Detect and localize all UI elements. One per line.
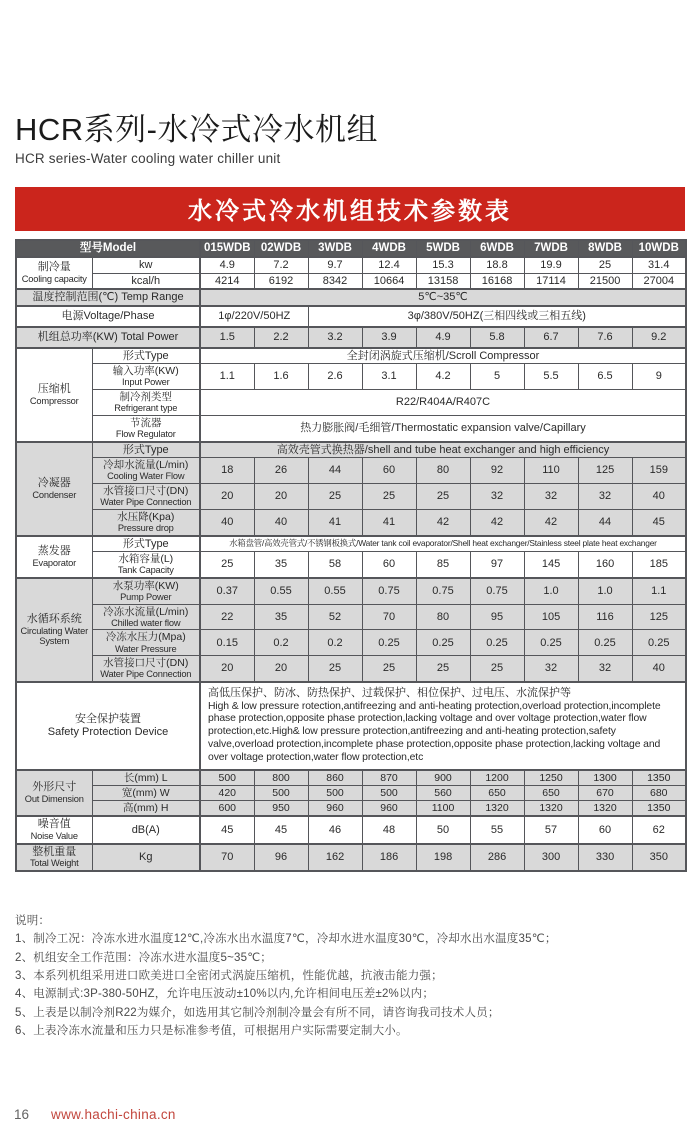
value-weight: 198 (416, 844, 470, 871)
value-evaporator-type: 水箱盘管/高效壳管式/不锈钢板换式/Water tank coil evaporator/Shell heat exchanger/Stainless steel plate heat exchanger (200, 536, 686, 552)
safety-text-cn: 高低压保护、防冰、防热保护、过载保护、相位保护、过电压、水流保护等 (208, 686, 572, 699)
value-length: 500 (200, 770, 254, 786)
header-model-cell: 10WDB (632, 240, 686, 257)
label-water-pressure-en: Water Pressure (115, 643, 177, 654)
group-cooling-capacity (16, 257, 92, 289)
value-water-system-pipe: 32 (578, 656, 632, 682)
value-pump-power: 0.37 (200, 578, 254, 604)
value-pressure-drop: 45 (632, 509, 686, 535)
value-length: 1350 (632, 770, 686, 786)
value-width: 500 (254, 786, 308, 801)
header-model-cell: 8WDB (578, 240, 632, 257)
value-condenser-pipe: 20 (200, 484, 254, 510)
note-line: 4、电源制式:3P-380-50HZ，允许电压波动±10%以内,允许相间电压差±2%以内； (15, 988, 435, 1001)
value-width: 680 (632, 786, 686, 801)
group-water-system-en: Circulating Water System (20, 625, 89, 647)
value-tank-capacity: 185 (632, 552, 686, 578)
value-tank-capacity: 97 (470, 552, 524, 578)
row-noise (16, 816, 686, 843)
value-height: 1100 (416, 801, 470, 817)
value-cooling-water-flow: 26 (254, 458, 308, 484)
header-model-cell: 015WDB (200, 240, 254, 257)
value-water-pressure: 0.2 (254, 630, 308, 656)
notes-section (15, 912, 685, 1041)
page-number: 16 (14, 1107, 30, 1122)
value-condenser-pipe: 40 (632, 484, 686, 510)
value-cooling-kw: 19.9 (524, 257, 578, 273)
value-height: 960 (362, 801, 416, 817)
value-pressure-drop: 42 (524, 509, 578, 535)
value-tank-capacity: 145 (524, 552, 578, 578)
label-pump-power-cn: 水泵功率(KW) (112, 579, 179, 592)
value-input-power: 6.5 (578, 364, 632, 390)
value-water-system-pipe: 20 (200, 656, 254, 682)
value-height: 1320 (470, 801, 524, 817)
label-kcal: kcal/h (92, 273, 200, 289)
label-cooling-water-flow (92, 458, 200, 484)
label-total-power: 机组总功率(KW) Total Power (16, 327, 200, 348)
value-input-power: 5 (470, 364, 524, 390)
value-pressure-drop: 41 (362, 509, 416, 535)
row-tank-capacity (16, 552, 686, 578)
label-input-power-cn: 输入功率(KW) (112, 365, 179, 378)
group-noise (16, 816, 92, 843)
note-line: 1、制冷工况：冷冻水进水温度12℃,冷冻水出水温度7℃，冷却水进水温度30℃，冷却水出水温度35℃； (15, 933, 557, 946)
value-height: 600 (200, 801, 254, 817)
group-evaporator-cn: 蒸发器 (37, 545, 71, 558)
row-compressor-type (16, 348, 686, 364)
label-voltage: 电源Voltage/Phase (16, 306, 200, 327)
value-condenser-type: 高效壳管式换热器/shell and tube heat exchanger and high efficiency (200, 442, 686, 458)
label-pump-power (92, 578, 200, 604)
value-noise: 62 (632, 816, 686, 843)
value-water-system-pipe: 25 (416, 656, 470, 682)
title-block (15, 112, 685, 166)
value-length: 860 (308, 770, 362, 786)
value-pressure-drop: 41 (308, 509, 362, 535)
value-water-pressure: 0.25 (362, 630, 416, 656)
group-evaporator (16, 536, 92, 578)
safety-text-en: High & low pressure rotection,antifreezing and anti-heating protection,overload protection,incomplete phase protection,opposite phase protection,lacking voltage and over voltage protection,water flow protection,etc.High& low pressure protection,antifreezing and anti-heating protection,safety valve,overload protection,incomplete phase protection,opposite phase protection,lacking voltage and over voltage protection,water flow protection,etc (208, 700, 661, 764)
label-safety-device-en: Safety Protection Device (47, 726, 169, 738)
value-refrigerant: R22/R404A/R407C (200, 390, 686, 416)
value-total-power: 7.6 (578, 327, 632, 348)
group-condenser-cn: 冷凝器 (37, 476, 71, 489)
value-length: 870 (362, 770, 416, 786)
value-tank-capacity: 25 (200, 552, 254, 578)
value-water-system-pipe: 25 (470, 656, 524, 682)
value-pump-power: 1.0 (524, 578, 578, 604)
value-compressor-type: 全封闭涡旋式压缩机/Scroll Compressor (200, 348, 686, 364)
value-condenser-pipe: 25 (416, 484, 470, 510)
label-evaporator-type: 形式Type (92, 536, 200, 552)
value-input-power: 4.2 (416, 364, 470, 390)
label-weight-unit: Kg (92, 844, 200, 871)
label-pressure-drop-cn: 水压降(Kpa) (117, 510, 175, 523)
value-chilled-water-flow: 116 (578, 604, 632, 630)
row-condenser-pipe (16, 484, 686, 510)
value-cooling-kw: 7.2 (254, 257, 308, 273)
value-chilled-water-flow: 70 (362, 604, 416, 630)
value-total-power: 1.5 (200, 327, 254, 348)
value-cooling-kw: 15.3 (416, 257, 470, 273)
value-cooling-kw: 25 (578, 257, 632, 273)
value-total-power: 4.9 (416, 327, 470, 348)
header-model-cell: 3WDB (308, 240, 362, 257)
group-out-dimension-cn: 外形尺寸 (32, 781, 77, 794)
group-out-dimension (16, 770, 92, 816)
note-line: 2、机组安全工作范围：冷冻水进水温度5~35℃； (15, 951, 273, 964)
value-pump-power: 0.75 (416, 578, 470, 604)
row-temp-range (16, 289, 686, 306)
row-chilled-water-flow (16, 604, 686, 630)
value-height: 960 (308, 801, 362, 817)
website-link[interactable]: www.hachi-china.cn (51, 1107, 176, 1122)
row-dimension-width (16, 786, 686, 801)
value-water-system-pipe: 20 (254, 656, 308, 682)
note-line: 3、本系列机组采用进口欧美进口全密闭式涡旋压缩机，性能优越，抗液击能力强； (15, 970, 443, 983)
row-condenser-type (16, 442, 686, 458)
value-noise: 46 (308, 816, 362, 843)
value-flow-regulator: 热力膨胀阀/毛细管/Thermostatic expansion valve/Capillary (200, 415, 686, 441)
group-condenser-en: Condenser (32, 489, 77, 500)
value-height: 1320 (578, 801, 632, 817)
value-noise: 45 (200, 816, 254, 843)
label-cooling-water-flow-cn: 冷却水流量(L/min) (103, 459, 189, 472)
label-flow-regulator-cn: 节流器 (130, 416, 162, 429)
group-water-system-cn: 水循环系统 (26, 612, 82, 625)
value-width: 650 (524, 786, 578, 801)
value-cooling-kcal: 17114 (524, 273, 578, 289)
label-safety-device (16, 682, 200, 770)
value-cooling-water-flow: 80 (416, 458, 470, 484)
value-total-power: 9.2 (632, 327, 686, 348)
label-kw: kw (92, 257, 200, 273)
group-noise-cn: 噪音值 (37, 818, 71, 831)
value-water-system-pipe: 25 (362, 656, 416, 682)
value-pressure-drop: 40 (200, 509, 254, 535)
value-cooling-kw: 4.9 (200, 257, 254, 273)
header-model-cell: 7WDB (524, 240, 578, 257)
group-compressor (16, 348, 92, 442)
row-total-power (16, 327, 686, 348)
value-water-pressure: 0.25 (416, 630, 470, 656)
label-temp-range: 温度控制范围(℃) Temp Range (16, 289, 200, 306)
value-height: 1350 (632, 801, 686, 817)
value-input-power: 9 (632, 364, 686, 390)
value-noise: 48 (362, 816, 416, 843)
value-input-power: 2.6 (308, 364, 362, 390)
value-noise: 50 (416, 816, 470, 843)
value-height: 1320 (524, 801, 578, 817)
section-banner-text: 水冷式冷水机组技术参数表 (188, 198, 512, 226)
value-width: 500 (308, 786, 362, 801)
value-total-power: 2.2 (254, 327, 308, 348)
value-cooling-water-flow: 125 (578, 458, 632, 484)
label-refrigerant-en: Refrigerant type (114, 403, 178, 414)
label-water-system-pipe-cn: 水管接口尺寸(DN) (103, 657, 189, 670)
value-weight: 96 (254, 844, 308, 871)
value-cooling-kcal: 13158 (416, 273, 470, 289)
value-width: 670 (578, 786, 632, 801)
value-cooling-kcal: 10664 (362, 273, 416, 289)
value-condenser-pipe: 25 (362, 484, 416, 510)
value-cooling-kw: 31.4 (632, 257, 686, 273)
label-chilled-water-flow (92, 604, 200, 630)
value-water-pressure: 0.25 (524, 630, 578, 656)
label-length: 长(mm) L (92, 770, 200, 786)
value-water-pressure: 0.15 (200, 630, 254, 656)
value-height: 950 (254, 801, 308, 817)
group-compressor-en: Compressor (29, 395, 79, 406)
value-noise: 60 (578, 816, 632, 843)
label-input-power-en: Input Power (122, 377, 170, 388)
value-pressure-drop: 40 (254, 509, 308, 535)
value-water-pressure: 0.2 (308, 630, 362, 656)
value-weight: 70 (200, 844, 254, 871)
label-refrigerant (92, 390, 200, 416)
value-condenser-pipe: 32 (578, 484, 632, 510)
value-width: 650 (470, 786, 524, 801)
value-input-power: 5.5 (524, 364, 578, 390)
note-line: 5、上表是以制冷剂R22为媒介，如选用其它制冷剂制冷量会有所不同，请咨询我司技术人员； (15, 1006, 500, 1019)
row-refrigerant (16, 390, 686, 416)
label-pressure-drop (92, 509, 200, 535)
label-input-power (92, 364, 200, 390)
group-cooling-en: Cooling capacity (21, 273, 87, 284)
row-cooling-kcal (16, 273, 686, 289)
label-chilled-water-flow-cn: 冷冻水流量(L/min) (103, 605, 189, 618)
label-pressure-drop-en: Pressure drop (117, 522, 174, 533)
group-water-system (16, 578, 92, 682)
value-pump-power: 1.1 (632, 578, 686, 604)
header-model-cell: 5WDB (416, 240, 470, 257)
value-tank-capacity: 60 (362, 552, 416, 578)
row-cooling-kw (16, 257, 686, 273)
label-water-pressure (92, 630, 200, 656)
group-weight (16, 844, 92, 871)
label-width: 宽(mm) W (92, 786, 200, 801)
value-length: 1250 (524, 770, 578, 786)
value-pump-power: 1.0 (578, 578, 632, 604)
value-total-power: 6.7 (524, 327, 578, 348)
row-pressure-drop (16, 509, 686, 535)
value-cooling-water-flow: 18 (200, 458, 254, 484)
group-condenser (16, 442, 92, 536)
value-temp-range: 5℃~35℃ (200, 289, 686, 306)
value-water-system-pipe: 25 (308, 656, 362, 682)
value-cooling-water-flow: 110 (524, 458, 578, 484)
page-title: HCR系列-水冷式冷水机组 (15, 112, 378, 147)
label-water-system-pipe-en: Water Pipe Connection (100, 669, 192, 680)
value-water-pressure: 0.25 (632, 630, 686, 656)
value-tank-capacity: 85 (416, 552, 470, 578)
row-flow-regulator (16, 415, 686, 441)
value-input-power: 1.6 (254, 364, 308, 390)
row-safety (16, 682, 686, 770)
value-pump-power: 0.75 (362, 578, 416, 604)
value-chilled-water-flow: 52 (308, 604, 362, 630)
group-weight-cn: 整机重量 (32, 845, 77, 858)
page-subtitle: HCR series-Water cooling water chiller unit (15, 150, 281, 166)
value-noise: 45 (254, 816, 308, 843)
value-cooling-water-flow: 92 (470, 458, 524, 484)
value-cooling-water-flow: 60 (362, 458, 416, 484)
value-weight: 286 (470, 844, 524, 871)
value-chilled-water-flow: 22 (200, 604, 254, 630)
value-condenser-pipe: 20 (254, 484, 308, 510)
value-condenser-pipe: 32 (524, 484, 578, 510)
value-total-power: 3.2 (308, 327, 362, 348)
value-noise: 57 (524, 816, 578, 843)
value-cooling-kcal: 27004 (632, 273, 686, 289)
page-content (0, 112, 700, 1041)
label-tank-capacity-en: Tank Capacity (117, 565, 174, 576)
label-cooling-water-flow-en: Cooling Water Flow (107, 471, 185, 482)
group-cooling-cn: 制冷量 (37, 261, 71, 274)
value-tank-capacity: 35 (254, 552, 308, 578)
value-cooling-kw: 18.8 (470, 257, 524, 273)
value-weight: 330 (578, 844, 632, 871)
group-noise-en: Noise Value (30, 830, 78, 841)
value-pump-power: 0.55 (308, 578, 362, 604)
value-voltage-three: 3φ/380V/50HZ(三相四线或三相五线) (308, 306, 686, 327)
value-pressure-drop: 44 (578, 509, 632, 535)
value-cooling-kcal: 6192 (254, 273, 308, 289)
value-chilled-water-flow: 125 (632, 604, 686, 630)
label-condenser-pipe-en: Water Pipe Connection (100, 497, 192, 508)
value-cooling-kw: 9.7 (308, 257, 362, 273)
value-safety-device (200, 682, 686, 770)
row-dimension-length (16, 770, 686, 786)
value-tank-capacity: 58 (308, 552, 362, 578)
value-length: 1200 (470, 770, 524, 786)
label-tank-capacity (92, 552, 200, 578)
value-cooling-kcal: 21500 (578, 273, 632, 289)
value-width: 420 (200, 786, 254, 801)
value-cooling-kcal: 4214 (200, 273, 254, 289)
row-pump-power (16, 578, 686, 604)
header-model-cell: 02WDB (254, 240, 308, 257)
value-length: 1300 (578, 770, 632, 786)
value-input-power: 3.1 (362, 364, 416, 390)
value-weight: 162 (308, 844, 362, 871)
row-input-power (16, 364, 686, 390)
label-condenser-pipe (92, 484, 200, 510)
value-water-system-pipe: 32 (524, 656, 578, 682)
value-cooling-kcal: 8342 (308, 273, 362, 289)
header-model-cell: 6WDB (470, 240, 524, 257)
value-width: 500 (362, 786, 416, 801)
value-water-pressure: 0.25 (470, 630, 524, 656)
value-cooling-kw: 12.4 (362, 257, 416, 273)
group-compressor-cn: 压缩机 (37, 383, 71, 396)
value-chilled-water-flow: 35 (254, 604, 308, 630)
value-weight: 300 (524, 844, 578, 871)
value-pressure-drop: 42 (470, 509, 524, 535)
value-cooling-water-flow: 44 (308, 458, 362, 484)
label-condenser-type: 形式Type (92, 442, 200, 458)
value-weight: 186 (362, 844, 416, 871)
note-line: 6、上表冷冻水流量和压力只是标准参考值，可根据用户实际需要定制大小。 (15, 1025, 408, 1038)
label-chilled-water-flow-en: Chilled water flow (111, 617, 181, 628)
header-model-cell: 4WDB (362, 240, 416, 257)
value-cooling-water-flow: 159 (632, 458, 686, 484)
group-weight-en: Total Weight (29, 858, 79, 869)
table-header-row (16, 240, 686, 257)
notes-heading: 说明： (15, 914, 51, 927)
label-water-system-pipe (92, 656, 200, 682)
group-evaporator-en: Evaporator (32, 557, 76, 568)
row-water-pressure (16, 630, 686, 656)
row-dimension-height (16, 801, 686, 817)
value-tank-capacity: 160 (578, 552, 632, 578)
group-out-dimension-en: Out Dimension (24, 794, 84, 805)
value-weight: 350 (632, 844, 686, 871)
value-pump-power: 0.75 (470, 578, 524, 604)
value-input-power: 1.1 (200, 364, 254, 390)
label-flow-regulator (92, 415, 200, 441)
row-water-system-pipe (16, 656, 686, 682)
value-condenser-pipe: 25 (308, 484, 362, 510)
value-cooling-kcal: 16168 (470, 273, 524, 289)
value-length: 900 (416, 770, 470, 786)
label-refrigerant-cn: 制冷剂类型 (119, 391, 172, 404)
label-height: 高(mm) H (92, 801, 200, 817)
value-length: 800 (254, 770, 308, 786)
label-water-pressure-cn: 冷冻水压力(Mpa) (105, 631, 186, 644)
row-voltage (16, 306, 686, 327)
value-pump-power: 0.55 (254, 578, 308, 604)
section-banner (15, 187, 685, 231)
row-cooling-water-flow (16, 458, 686, 484)
value-total-power: 3.9 (362, 327, 416, 348)
value-chilled-water-flow: 105 (524, 604, 578, 630)
value-pressure-drop: 42 (416, 509, 470, 535)
label-tank-capacity-cn: 水箱容量(L) (118, 553, 174, 566)
label-safety-device-cn: 安全保护装置 (75, 713, 141, 726)
value-condenser-pipe: 32 (470, 484, 524, 510)
value-width: 560 (416, 786, 470, 801)
value-voltage-single: 1φ/220V/50HZ (200, 306, 308, 327)
header-model-label: 型号Model (16, 240, 200, 257)
label-flow-regulator-en: Flow Regulator (115, 428, 176, 439)
value-total-power: 5.8 (470, 327, 524, 348)
value-chilled-water-flow: 80 (416, 604, 470, 630)
row-evaporator-type (16, 536, 686, 552)
label-condenser-pipe-cn: 水管接口尺寸(DN) (103, 485, 189, 498)
value-water-system-pipe: 40 (632, 656, 686, 682)
label-noise-unit: dB(A) (92, 816, 200, 843)
label-pump-power-en: Pump Power (120, 592, 172, 603)
spec-table (15, 239, 687, 872)
value-chilled-water-flow: 95 (470, 604, 524, 630)
value-water-pressure: 0.25 (578, 630, 632, 656)
label-compressor-type: 形式Type (92, 348, 200, 364)
page-footer (14, 1107, 176, 1122)
row-weight (16, 844, 686, 871)
value-noise: 55 (470, 816, 524, 843)
